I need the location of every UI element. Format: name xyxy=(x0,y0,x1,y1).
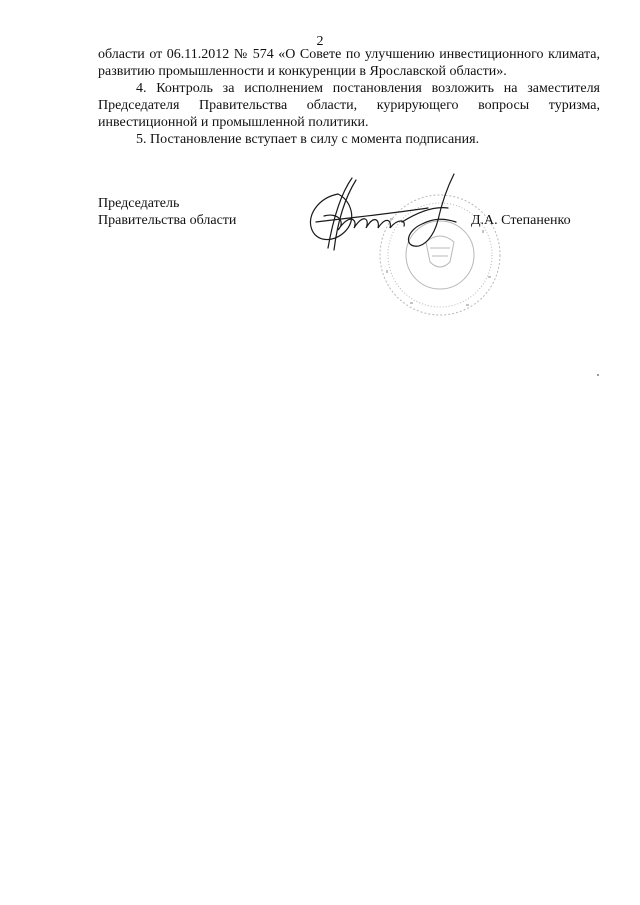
page-number: 2 xyxy=(316,34,324,49)
signatory-title-line-1: Председатель xyxy=(98,196,180,211)
signatory-name: Д.А. Степаненко xyxy=(471,213,571,228)
paragraph-continuation: области от 06.11.2012 № 574 «О Совете по улучшению инвестиционного климата, развитию промышленности и конкуренции в Ярославской области». xyxy=(98,47,600,79)
scan-speck xyxy=(597,374,599,376)
paragraph-5-effective-date: 5. Постановление вступает в силу с момента подписания. xyxy=(136,132,480,147)
handwritten-signature xyxy=(298,172,476,252)
signatory-title-line-2: Правительства области xyxy=(98,213,237,228)
document-body xyxy=(98,46,600,148)
signatory-title xyxy=(98,195,236,229)
paragraph-4-control: 4. Контроль за исполнением постановления возложить на заместителя Председателя Правительства области, курирующего вопросы туризма, инвестиционной и промышленной политики. xyxy=(98,81,600,130)
